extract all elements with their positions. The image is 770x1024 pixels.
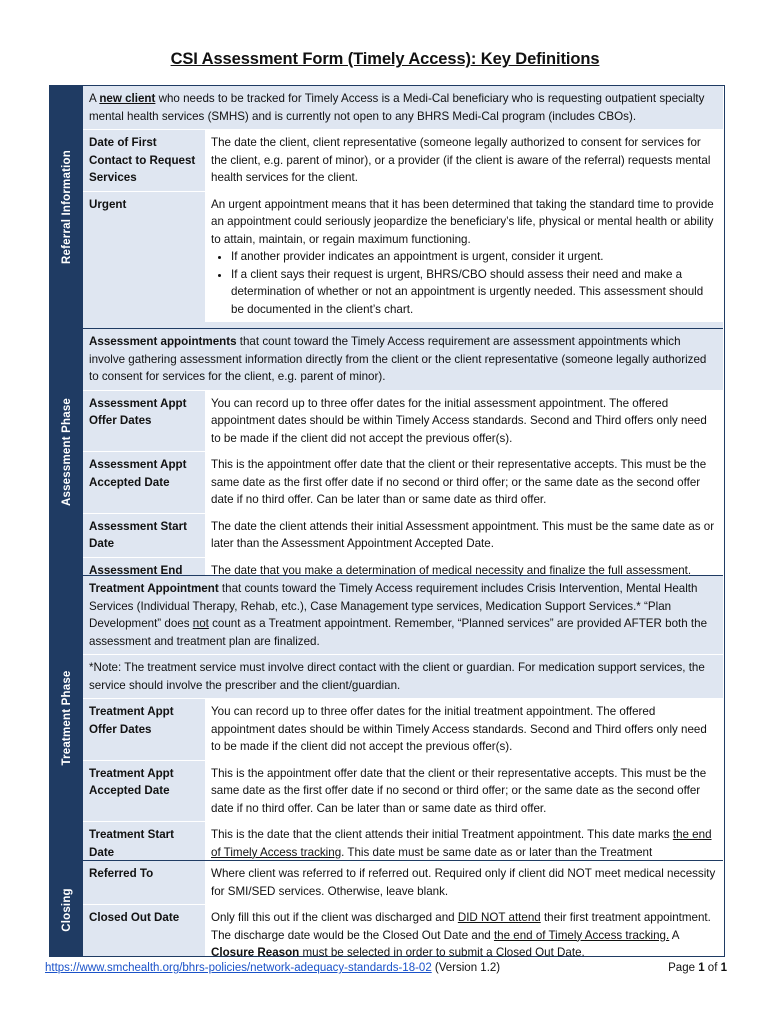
definition-text: You can record up to three offer dates for the initial assessment appointment. The offered appointment dates should be within Timely Access standards. Second and Third offers only need to be made if the client did not accept the previous offer(s).: [205, 391, 723, 452]
term-treatment-offer-dates: Treatment Appt Offer Dates: [83, 699, 205, 760]
term-referred-to: Referred To: [83, 861, 205, 904]
referral-intro: A new client who needs to be tracked for Timely Access is a Medi-Cal beneficiary who is requesting outpatient specialty mental health services (SMHS) and is currently not open to any BHRS Medi-Cal program (includes CBOs).: [83, 86, 723, 129]
definition-text: This is the date that the client attends their initial Treatment appointment. This date marks the end of Timely Access tracking. This date must be same date as or later than the Treatment: [205, 822, 723, 861]
definition-text: The date the client attends their initial Assessment appointment. This must be the same date as or later than the Assessment Appointment Accepted Date.: [205, 514, 723, 557]
section-label-assessment: Assessment Phase: [50, 329, 83, 575]
term-urgent: Urgent: [83, 192, 205, 323]
term-assessment-end-date: Assessment End: [83, 558, 205, 577]
definition-text: The date that you make a determination of medical necessity and finalize the full assessment.: [205, 558, 723, 577]
term-assessment-start-date: Assessment Start Date: [83, 514, 205, 557]
definition-row: [83, 557, 723, 577]
definition-row: [83, 129, 723, 191]
treatment-note: *Note: The treatment service must involve direct contact with the client or guardian. For medication support services, the service should involve the prescriber and the client/guardian.: [83, 654, 723, 698]
definition-text: This is the appointment offer date that the client or their representative accepts. This must be the same date as the first offer date if no second or third offer; or the same date as the second offer date if no third offer. Can be later than or same date as third offer.: [205, 761, 723, 822]
section-closing: [50, 861, 723, 957]
section-label-closing: Closing: [50, 861, 83, 957]
policy-link[interactable]: https://www.smchealth.org/bhrs-policies/network-adequacy-standards-18-02: [45, 962, 432, 974]
definition-row: [83, 390, 723, 452]
term-assessment-accepted-date: Assessment Appt Accepted Date: [83, 452, 205, 513]
section-assessment: [50, 329, 723, 576]
section-treatment: [50, 576, 723, 861]
list-item: • If a client says their request is urgent, BHRS/CBO should assess their need and make a determination of whether or not an appointment is urgently needed. This assessment should be documented in the client’s chart.: [231, 266, 717, 319]
section-label-referral: Referral Information: [50, 86, 83, 328]
term-treatment-accepted-date: Treatment Appt Accepted Date: [83, 761, 205, 822]
term-date-of-first-contact: Date of First Contact to Request Services: [83, 130, 205, 191]
definition-row: [83, 760, 723, 822]
page-number: Page 1 of 1: [668, 962, 727, 974]
page-footer: [45, 962, 727, 974]
definition-text: Where client was referred to if referred out. Required only if client did NOT meet medical necessity for SMI/SED services. Otherwise, leave blank.: [205, 861, 723, 904]
page-title: CSI Assessment Form (Timely Access): Key Definitions: [170, 50, 600, 68]
definition-row: [83, 698, 723, 760]
section-referral: [50, 86, 723, 329]
section-label-treatment: Treatment Phase: [50, 576, 83, 860]
definition-row: [83, 191, 723, 323]
definition-text: You can record up to three offer dates for the initial treatment appointment. The offered appointment dates should be within Timely Access standards. Second and Third offers only need to be made if the client did not accept the previous offer(s).: [205, 699, 723, 760]
definition-text: An urgent appointment means that it has been determined that taking the standard time to provide an appointment could seriously jeopardize the beneficiary’s life, physical or mental health or ability to attain, maintain, or regain maximum functioning. • If another provider indicates an appointment is urgent, consider it urgent. • If a client says their request is urgent, BHRS/CBO should assess their need and make a determination of whether or not an appointment is urgently needed. This assessment should be documented in the client’s chart.: [205, 192, 723, 323]
treatment-intro: Treatment Appointment that counts toward the Timely Access requirement includes Crisis Intervention, Mental Health Services (Individual Therapy, Rehab, etc.), Case Management type services, Medication Support Services.* “Plan Development” does not count as a Treatment appointment. Remember, “Planned services” are provided AFTER both the assessment and treatment plan are finalized.: [83, 576, 723, 654]
list-item: • If another provider indicates an appointment is urgent, consider it urgent.: [231, 248, 717, 266]
definition-text: The date the client, client representative (someone legally authorized to consent for services for the client, e.g. parent of minor), or a provider (if the client is aware of the referral) requests mental health services for the client.: [205, 130, 723, 191]
definition-row: [83, 904, 723, 957]
definitions-table: [49, 85, 725, 957]
definition-row: [83, 821, 723, 861]
definition-text: This is the appointment offer date that the client or their representative accepts. This must be the same date as the first offer date if no second or third offer; or the same date as the second offer date if no third offer. Can be later than or same date as third offer.: [205, 452, 723, 513]
version-label: (Version 1.2): [431, 962, 501, 974]
definition-row: [83, 861, 723, 904]
term-closed-out-date: Closed Out Date: [83, 905, 205, 957]
urgent-bullet-list: [211, 248, 717, 318]
term-treatment-start-date: Treatment Start Date: [83, 822, 205, 861]
definition-row: [83, 451, 723, 513]
term-assessment-offer-dates: Assessment Appt Offer Dates: [83, 391, 205, 452]
assessment-intro: Assessment appointments that count toward the Timely Access requirement are assessment appointments which involve gathering assessment information directly from the client or the client representative (someone legally authorized to consent for services for the client, e.g. parent of minor).: [83, 329, 723, 390]
new-client-term: new client: [99, 92, 156, 105]
definition-text: Only fill this out if the client was discharged and DID NOT attend their first treatment appointment. The discharge date would be the Closed Out Date and the end of Timely Access tracking. A Closure Reason must be selected in order to submit a Closed Out Date.: [205, 905, 723, 957]
definition-row: [83, 513, 723, 557]
